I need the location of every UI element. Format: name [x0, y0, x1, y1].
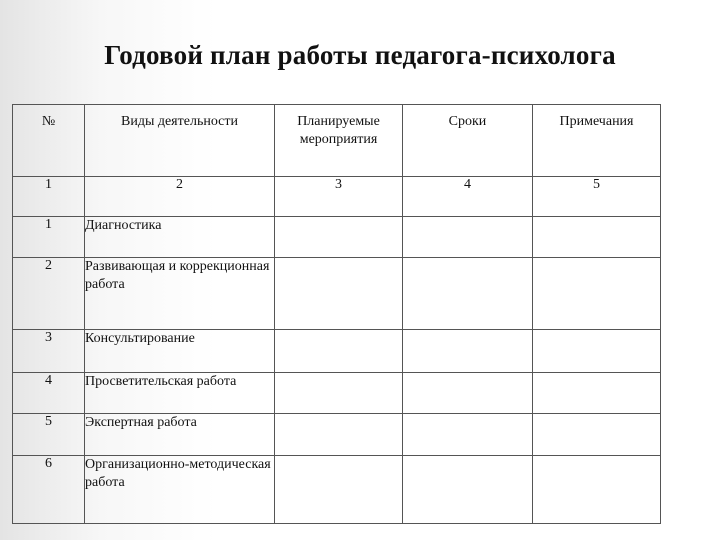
table-row: [13, 414, 661, 456]
table-row: [13, 330, 661, 373]
column-header-events: Планируемые мероприятия: [275, 105, 403, 177]
deadline-cell[interactable]: [403, 217, 533, 258]
column-number: 3: [275, 177, 403, 217]
row-number: 3: [13, 330, 85, 373]
column-number: 2: [85, 177, 275, 217]
events-cell[interactable]: [275, 414, 403, 456]
notes-cell[interactable]: [533, 217, 661, 258]
deadline-cell[interactable]: [403, 414, 533, 456]
row-number: 5: [13, 414, 85, 456]
activity-cell: Просветительская работа: [85, 373, 275, 414]
notes-cell[interactable]: [533, 258, 661, 330]
column-number: 5: [533, 177, 661, 217]
table-row: [13, 456, 661, 524]
column-numbering-row: [13, 177, 661, 217]
table-row: [13, 258, 661, 330]
activity-cell: Развивающая и коррекционная работа: [85, 258, 275, 330]
row-number: 1: [13, 217, 85, 258]
deadline-cell[interactable]: [403, 373, 533, 414]
column-header-deadline: Сроки: [403, 105, 533, 177]
table-row: [13, 373, 661, 414]
page-title: Годовой план работы педагога-психолога: [104, 40, 616, 70]
events-cell[interactable]: [275, 330, 403, 373]
column-header-number: №: [13, 105, 85, 177]
activity-cell: Консультирование: [85, 330, 275, 373]
events-cell[interactable]: [275, 258, 403, 330]
deadline-cell[interactable]: [403, 258, 533, 330]
deadline-cell[interactable]: [403, 456, 533, 524]
row-number: 2: [13, 258, 85, 330]
column-header-activity: Виды деятельности: [85, 105, 275, 177]
row-number: 4: [13, 373, 85, 414]
notes-cell[interactable]: [533, 373, 661, 414]
deadline-cell[interactable]: [403, 330, 533, 373]
activity-cell: Диагностика: [85, 217, 275, 258]
notes-cell[interactable]: [533, 330, 661, 373]
column-number: 4: [403, 177, 533, 217]
notes-cell[interactable]: [533, 414, 661, 456]
row-number: 6: [13, 456, 85, 524]
events-cell[interactable]: [275, 456, 403, 524]
column-header-notes: Примечания: [533, 105, 661, 177]
table-row: [13, 217, 661, 258]
activity-cell: Организационно-методическая работа: [85, 456, 275, 524]
events-cell[interactable]: [275, 217, 403, 258]
table-header-row: [13, 105, 661, 177]
plan-table: [12, 104, 661, 524]
events-cell[interactable]: [275, 373, 403, 414]
column-number: 1: [13, 177, 85, 217]
activity-cell: Экспертная работа: [85, 414, 275, 456]
notes-cell[interactable]: [533, 456, 661, 524]
